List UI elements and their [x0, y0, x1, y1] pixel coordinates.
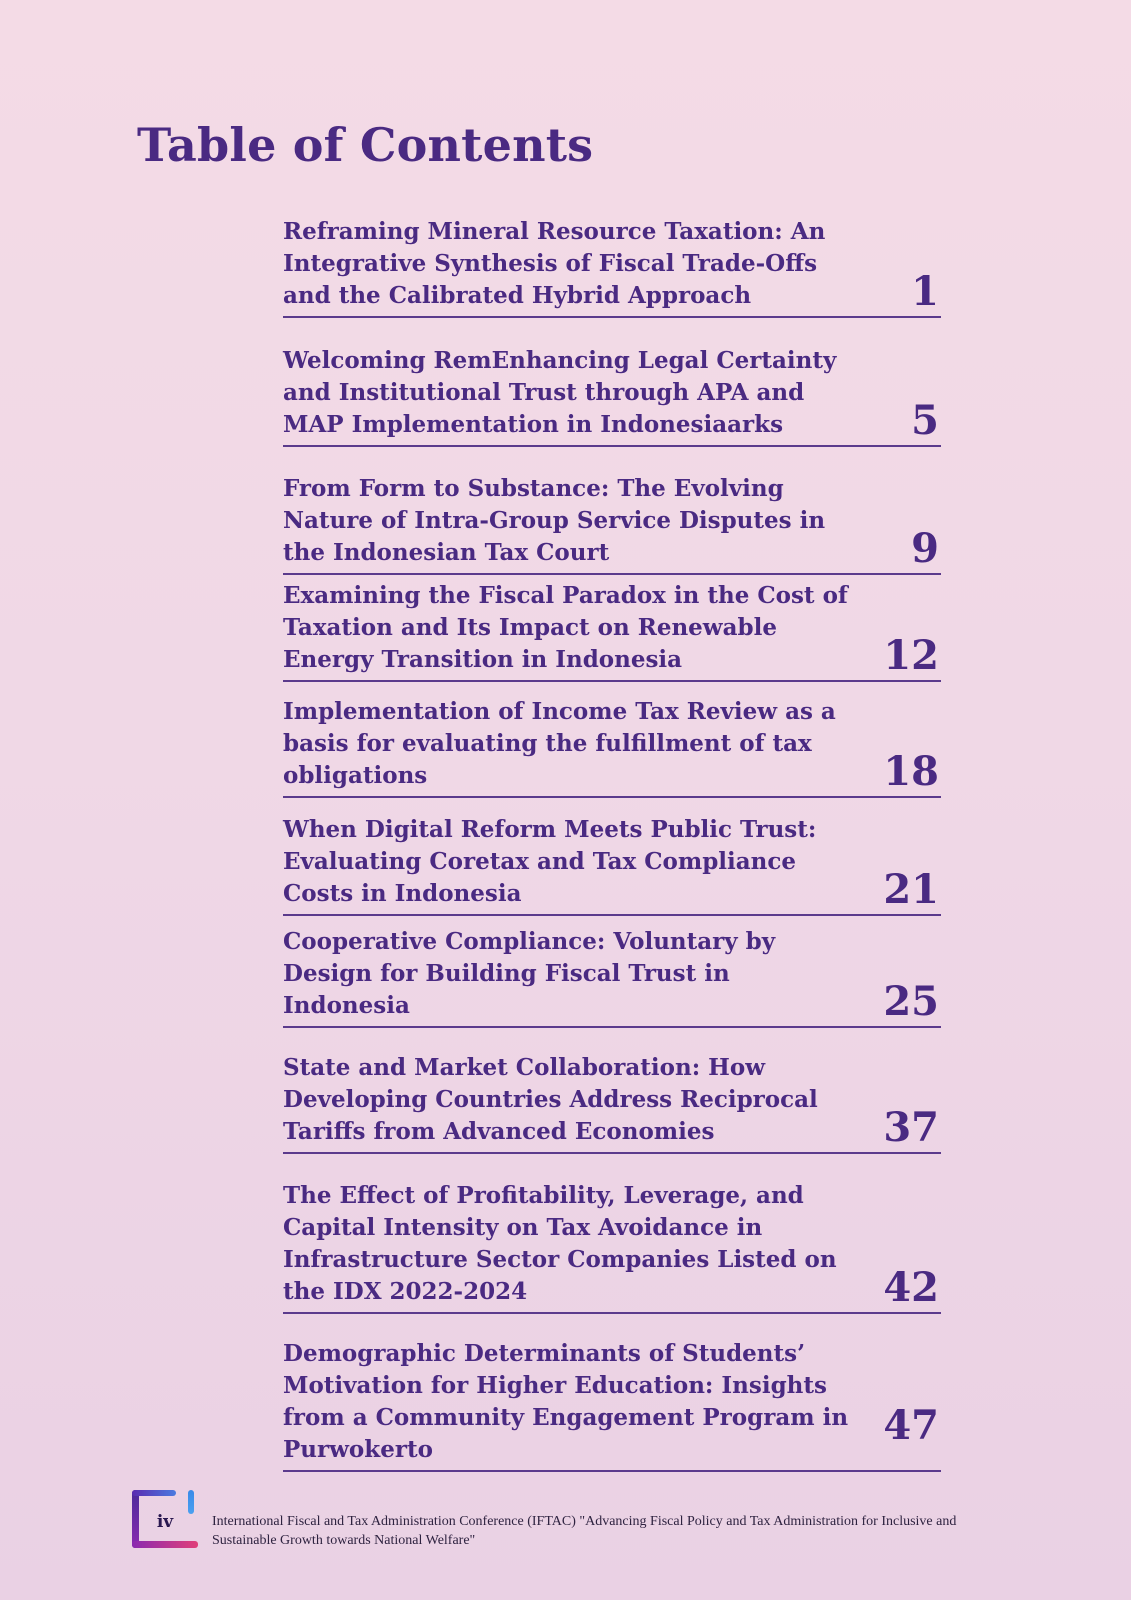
toc-entry-title[interactable]: Implementation of Income Tax Review as a basis for evaluating the fulfillment of tax obligations [283, 698, 836, 789]
page-title: Table of Contents [137, 118, 594, 172]
toc-entry-title[interactable]: Welcoming RemEnhancing Legal Certainty and Institutional Trust through APA and MAP Implementation in Indonesiaarks [283, 347, 837, 438]
toc-entry-page-number[interactable]: 25 [883, 978, 939, 1025]
toc-entry-page-number[interactable]: 5 [911, 397, 939, 444]
toc-entry-title[interactable]: From Form to Substance: The Evolving Nature of Intra-Group Service Disputes in the Indonesian Tax Court [283, 475, 826, 566]
toc-entry[interactable] [283, 465, 941, 575]
toc-entry-title[interactable]: The Effect of Profitability, Leverage, and Capital Intensity on Tax Avoidance in Infrastructure Sector Companies Listed on the IDX 2022-2024 [283, 1182, 837, 1305]
toc-entry-title[interactable]: Demographic Determinants of Students’ Motivation for Higher Education: Insights from a Community Engagement Program in Purwokerto [283, 1340, 849, 1463]
page-footer [130, 1482, 1030, 1562]
toc-entry[interactable] [283, 690, 941, 798]
toc-entry-page-number[interactable]: 18 [883, 748, 939, 795]
toc-entry[interactable] [283, 1332, 941, 1472]
toc-entry-page-number[interactable]: 37 [883, 1104, 939, 1151]
toc-entry-page-number[interactable]: 47 [883, 1402, 939, 1449]
toc-entry[interactable] [283, 335, 941, 447]
toc-entry-title[interactable]: Reframing Mineral Resource Taxation: An Integrative Synthesis of Fiscal Trade-Offs and the Calibrated Hybrid Approach [283, 218, 826, 309]
toc-entry[interactable] [283, 922, 941, 1028]
toc-entry-page-number[interactable]: 42 [883, 1264, 939, 1311]
toc-entry-page-number[interactable]: 1 [911, 268, 939, 315]
toc-entry[interactable] [283, 578, 941, 682]
footer-page-number: iv [156, 1512, 174, 1532]
toc-entry[interactable] [283, 806, 941, 916]
toc-entry[interactable] [283, 210, 941, 318]
toc-entry[interactable] [283, 1172, 941, 1314]
toc-entry[interactable] [283, 1050, 941, 1154]
toc-entry-title[interactable]: Examining the Fiscal Paradox in the Cost of Taxation and Its Impact on Renewable Energy Transition in Indonesia [283, 582, 848, 673]
footer-conference-text: International Fiscal and Tax Administration Conference (IFTAC) "Advancing Fiscal Policy and Tax Administration for Inclusive and Sustainable Growth towards National Welfare" [212, 1514, 957, 1548]
toc-entry-title[interactable]: Cooperative Compliance: Voluntary by Design for Building Fiscal Trust in Indonesia [283, 928, 776, 1019]
toc-entry-page-number[interactable]: 21 [883, 866, 939, 913]
toc-entry-title[interactable]: When Digital Reform Meets Public Trust: Evaluating Coretax and Tax Compliance Costs in Indonesia [283, 816, 817, 907]
toc-entry-title[interactable]: State and Market Collaboration: How Developing Countries Address Reciprocal Tariffs from Advanced Economies [283, 1054, 818, 1145]
toc-entry-page-number[interactable]: 9 [911, 525, 939, 572]
page-number-badge-icon [130, 1482, 202, 1554]
toc-entry-page-number[interactable]: 12 [883, 632, 939, 679]
